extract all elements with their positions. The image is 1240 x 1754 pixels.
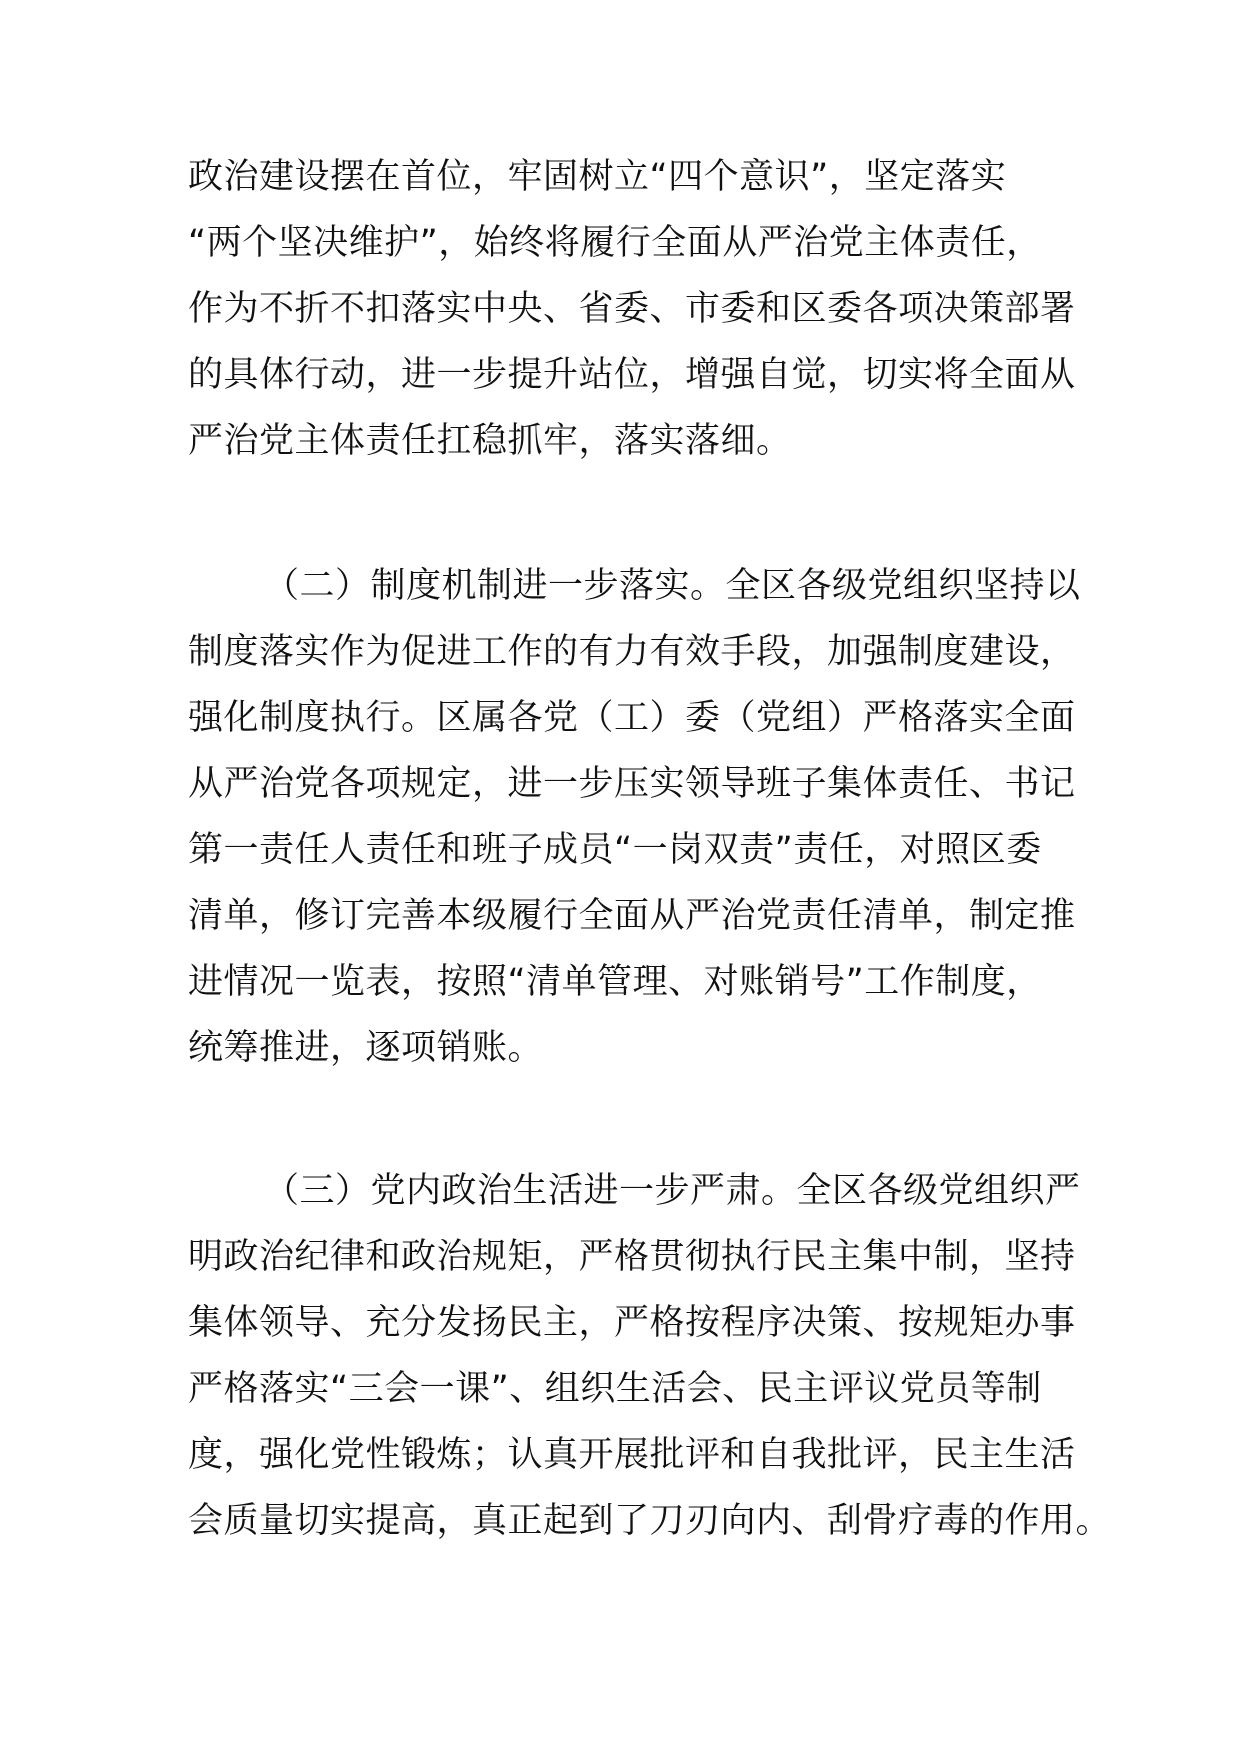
paragraph-line: 制度落实作为促进工作的有力有效手段，加强制度建设， bbox=[188, 632, 1076, 672]
paragraph-line: 的具体行动，进一步提升站位，增强自觉，切实将全面从 bbox=[188, 355, 1076, 395]
paragraph-continuation bbox=[188, 144, 1076, 474]
paragraph-line: 从严治党各项规定，进一步压实领导班子集体责任、书记 bbox=[188, 764, 1076, 804]
paragraph-line: 强化制度执行。区属各党（工）委（党组）严格落实全面 bbox=[188, 698, 1076, 738]
paragraph-line: 统筹推进，逐项销账。 bbox=[188, 1028, 544, 1068]
paragraph-line: 作为不折不扣落实中央、省委、市委和区委各项决策部署 bbox=[188, 289, 1076, 329]
paragraph-line: 度，强化党性锻炼；认真开展批评和自我批评，民主生活 bbox=[188, 1435, 1076, 1475]
paragraph-line: 进情况一览表，按照“清单管理、对账销号”工作制度， bbox=[188, 962, 1042, 1002]
paragraph-line: 政治建设摆在首位，牢固树立“四个意识”，坚定落实 bbox=[188, 157, 1007, 197]
paragraph-heading-line: （二）制度机制进一步落实。全区各级党组织坚持以 bbox=[264, 566, 1081, 606]
paragraph-line: 第一责任人责任和班子成员“一岗双责”责任，对照区委 bbox=[188, 830, 1042, 870]
paragraph-line: 清单，修订完善本级履行全面从严治党责任清单，制定推 bbox=[188, 896, 1076, 936]
paragraph-line: 严格落实“三会一课”、组织生活会、民主评议党员等制 bbox=[188, 1369, 1042, 1409]
paragraph-political-life bbox=[188, 1158, 1112, 1554]
paragraph-line: 明政治纪律和政治规矩，严格贯彻执行民主集中制，坚持 bbox=[188, 1237, 1076, 1277]
paragraph-line: “两个坚决维护”，始终将履行全面从严治党主体责任， bbox=[188, 223, 1042, 263]
paragraph-line: 集体领导、充分发扬民主，严格按程序决策、按规矩办事 bbox=[188, 1303, 1076, 1343]
paragraph-line: 会质量切实提高，真正起到了刀刃向内、刮骨疗毒的作用。 bbox=[188, 1501, 1112, 1541]
paragraph-heading-line: （三）党内政治生活进一步严肃。全区各级党组织严 bbox=[264, 1171, 1081, 1211]
paragraph-line: 严治党主体责任扛稳抓牢，落实落细。 bbox=[188, 421, 792, 461]
paragraph-institutional-mechanism bbox=[188, 553, 1081, 1081]
